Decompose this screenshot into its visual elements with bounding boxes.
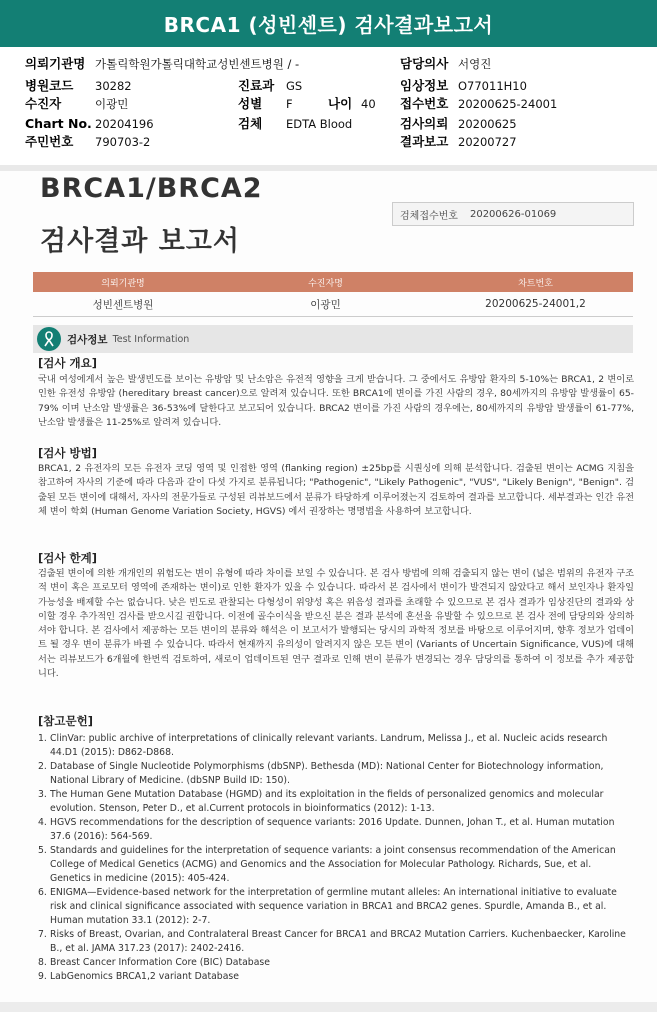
reference-item: 3. The Human Gene Mutation Database (HGMD) and its exploitation in the fields of personalized genomics and molecular evolution. Stenson, Peter D., et al.Current protocols in bioinformatics (2012): 1-13. xyxy=(38,789,604,814)
info-row xyxy=(25,55,85,73)
limit-text: 검출된 변이에 의한 개개인의 위험도는 변이 유형에 따라 차이를 보일 수 있습니다. 본 검사 방법에 의해 검출되지 않는 변이 (넓은 범위의 유전자 구조적 변이 혹은 프로모터 영역에 존재하는 변이)로 인한 환자가 있을 수 있습니다. 따라서 본 검사에서 변이가 발견되지 않았다고 해서 보인자나 환자일 가능성을 배제할 수는 없습니다. 낮은 빈도로 관찰되는 다형성이 위양성 혹은 위음성 결과를 초래할 수 있으므로 본 검사 결과가 임상진단의 결과와 상이할 경우 추가적인 검사를 받으시길 권합니다. 이전에 골수이식을 받으신 분은 결과 분석에 혼선을 유발할 수 있으므로 본 검사 전에 담당의와 상의하셔야 합니다. 본 검사에서 제공하는 모든 변이의 분류와 해석은 이 보고서가 발행되는 당시의 과학적 정보를 바탕으로 이루어지며, 향후 정보가 업데이트 될 경우 변이 분류가 바뀔 수 있습니다. 따라서 현재까지 유의성이 알려지지 않은 모든 변이 (Variants of Uncertain Significance, VUS)에 대해서는 리뷰보드가 6개월에 한번씩 검토하여, 새로이 업데이트된 연구 결과로 인해 변이 분류가 변경되는 경우 담당의를 통하여 이 정보를 추가 제공합니다. xyxy=(38,568,634,680)
reference-item: 4. HGVS recommendations for the description of sequence variants: 2016 Update. Dunnen, Johan T., et al. Human mutation 37.6 (2016): 564-569. xyxy=(38,817,615,842)
info-label: Chart No. xyxy=(25,116,92,131)
info-row xyxy=(400,77,448,95)
info-label: 검사의뢰 xyxy=(400,116,449,131)
reference-item: 9. LabGenomics BRCA1,2 variant Database xyxy=(38,971,239,982)
info-label: 담당의사 xyxy=(400,56,449,71)
method-text: BRCA1, 2 유전자의 모든 유전자 코딩 영역 및 인접한 영역 (flanking region) ±25bp를 시퀀싱에 의해 분석합니다. 검출된 변이는 ACMG 지침을 참고하여 자사의 기준에 따라 다음과 같이 다섯 가지로 분류됩니다; "Pathogenic", "Likely Pathogenic", "VUS", "Likely Benign", "Benign". 검출된 모든 변이에 대해서, 자사의 전문가들로 구성된 리뷰보드에서 분류가 타당하게 이루어졌는지 검토하여 결과를 보고합니다. 세부결과는 인간 유전체 변이 학회 (Human Genome Variation Society, HGVS) 에서 권장하는 명명법을 사용하여 보고합니다. xyxy=(38,463,634,517)
info-value: 20204196 xyxy=(95,117,154,131)
info-value: 20200727 xyxy=(458,135,517,149)
info-row xyxy=(400,115,448,133)
receipt-number-box xyxy=(392,202,634,226)
info-row xyxy=(400,133,448,151)
receipt-label: 검체접수번호 xyxy=(400,210,458,222)
info-label: 성별 xyxy=(238,96,263,111)
info-label: 결과보고 xyxy=(400,134,449,149)
info-row xyxy=(25,77,73,95)
table-cell: 20200625-24001,2 xyxy=(485,298,586,310)
overview-text: 국내 여성에게서 높은 발생빈도를 보이는 유방암 및 난소암은 유전적 영향을 크게 받습니다. 그 중에서도 유방암 환자의 5-10%는 BRCA1, 2 변이로 인한 유전성 유방암 (hereditary breast cancer)으로 알려져 있습니다. 또한 BRCA1에 변이를 가진 사람의 경우, 80세까지의 유방암 발생률이 65-79% 이며 난소암 발생률은 36-53%에 달한다고 보고되어 있습니다. BRCA2 변이를 가진 사람의 경우에는, 80세까지의 유방암 발생률이 61-77%, 난소암 발생률은 11-25%로 알려져 있습니다. xyxy=(38,374,634,428)
info-value: 20200625 xyxy=(458,117,517,131)
info-value: GS xyxy=(286,79,303,93)
info-value: F xyxy=(286,97,293,111)
reference-item: 2. Database of Single Nucleotide Polymorphisms (dbSNP). Bethesda (MD): National Center for Biotechnology information, National Library of Medicine. (dbSNP Build ID: 150). xyxy=(38,761,604,786)
info-value: 790703-2 xyxy=(95,135,151,149)
table-header-row xyxy=(33,272,633,292)
table-cell: 이광민 xyxy=(310,298,341,311)
report-title-bar xyxy=(0,0,657,47)
reference-item: 6. ENIGMA—Evidence-based network for the interpretation of germline mutant alleles: An international initiative to evaluate risk and clinical significance associated with sequence variation in BRCA1 and BRCA2 genes. Spurdle, Amanda B., et al. Human mutation 33.1 (2012): 2-7. xyxy=(38,887,617,926)
receipt-value: 20200626-01069 xyxy=(469,208,557,220)
info-label: 수진자 xyxy=(25,96,62,111)
info-value: 가톨릭학원가톨릭대학교성빈센트병원 / - xyxy=(95,57,300,71)
table-row xyxy=(33,292,633,317)
reference-item: 5. Standards and guidelines for the interpretation of sequence variants: a joint consensus recommendation of the American College of Medical Genetics (ACMG) and Genomics and the Association for Molecular Pathology. Richards, Sue, et al. Genetics in medicine (2015): 405-424. xyxy=(38,845,616,884)
info-row xyxy=(25,133,73,151)
info-label: 접수번호 xyxy=(400,96,449,111)
info-row xyxy=(238,77,274,95)
info-row xyxy=(25,95,61,113)
overview-heading: [검사 개요] xyxy=(38,356,97,370)
info-label: 임상정보 xyxy=(400,78,449,93)
references-heading: [참고문헌] xyxy=(38,714,93,728)
info-row xyxy=(400,55,448,73)
info-value: 이광민 xyxy=(95,97,129,111)
scanned-report-page xyxy=(0,171,657,1012)
ribbon-icon xyxy=(37,327,61,351)
info-value: 20200625-24001 xyxy=(458,97,558,111)
reference-item: 8. Breast Cancer Information Core (BIC) Database xyxy=(38,957,270,968)
info-label: 의뢰기관명 xyxy=(25,56,86,71)
info-label: 진료과 xyxy=(238,78,275,93)
info-label: 병원코드 xyxy=(25,78,74,93)
table-cell: 성빈센트병원 xyxy=(92,298,154,311)
section-title-en: Test Information xyxy=(112,333,190,345)
patient-info-panel xyxy=(0,47,657,165)
table-header-cell: 의뢰기관명 xyxy=(101,278,145,289)
info-row xyxy=(238,115,262,133)
report-heading-genes: BRCA1/BRCA2 xyxy=(40,173,263,204)
patient-table xyxy=(33,272,633,317)
info-value: 40 xyxy=(361,97,376,111)
page-edge xyxy=(0,1002,657,1012)
references-list xyxy=(38,732,634,984)
method-heading: [검사 방법] xyxy=(38,446,97,460)
section-title-ko: 검사정보 xyxy=(67,333,108,346)
table-header-cell: 수진자명 xyxy=(308,278,343,289)
info-label: 검체 xyxy=(238,116,263,131)
info-row xyxy=(238,95,262,113)
info-row xyxy=(25,115,92,133)
info-value: 서영진 xyxy=(458,57,492,71)
info-row xyxy=(400,95,448,113)
section-bar-test-info xyxy=(33,325,633,353)
info-value: O77011H10 xyxy=(458,79,527,93)
info-label: 나이 xyxy=(328,96,353,111)
report-heading-title: 검사결과 보고서 xyxy=(40,226,240,257)
limit-heading: [검사 한계] xyxy=(38,551,97,565)
info-label: 주민번호 xyxy=(25,134,74,149)
report-title: BRCA1 (성빈센트) 검사결과보고서 xyxy=(163,13,494,37)
reference-item: 1. ClinVar: public archive of interpretations of clinically relevant variants. Landrum, Melissa J., et al. Nucleic acids research 44.D1 (2015): D862-D868. xyxy=(38,733,608,758)
info-row xyxy=(328,95,352,113)
table-header-cell: 차트번호 xyxy=(518,278,553,289)
info-value: EDTA Blood xyxy=(286,117,353,131)
info-value: 30282 xyxy=(95,79,132,93)
reference-item: 7. Risks of Breast, Ovarian, and Contralateral Breast Cancer for BRCA1 and BRCA2 Mutation Carriers. Kuchenbaecker, Karoline B., et al. JAMA 317.23 (2017): 2402-2416. xyxy=(38,929,626,954)
